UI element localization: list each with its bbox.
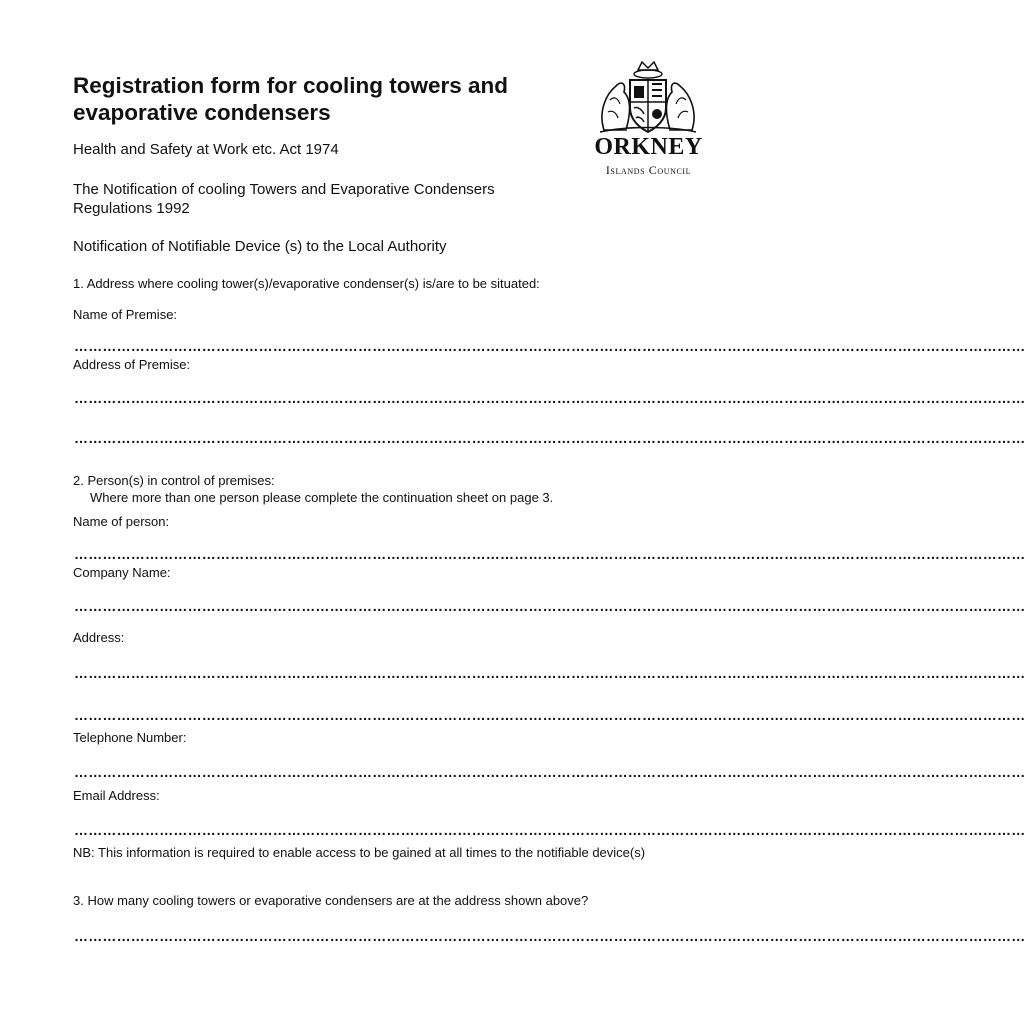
council-logo: [586, 60, 711, 180]
email-field[interactable]: …………………………………………………………………………………………………………………………………………………………………………………: [74, 822, 1025, 838]
email-label: Email Address:: [73, 788, 160, 803]
premise-address-label: Address of Premise:: [73, 357, 191, 372]
device-count-field[interactable]: …………………………………………………………………………………………………………………………………………………………………………………: [74, 928, 1025, 944]
person-address-label: Address:: [73, 630, 125, 645]
premise-name-field[interactable]: …………………………………………………………………………………………………………………………………………………………………………………: [74, 338, 1025, 354]
person-name-field[interactable]: …………………………………………………………………………………………………………………………………………………………………………………: [74, 546, 1025, 562]
company-name-label: Company Name:: [73, 565, 171, 580]
telephone-field[interactable]: …………………………………………………………………………………………………………………………………………………………………………………: [74, 764, 1025, 780]
company-name-field[interactable]: …………………………………………………………………………………………………………………………………………………………………………………: [74, 598, 1025, 614]
coat-of-arms-icon: [586, 60, 711, 136]
telephone-label: Telephone Number:: [73, 730, 187, 745]
nb-note: NB: This information is required to enable access to be gained at all times to the notifiable device(s): [73, 845, 646, 860]
person-name-label: Name of person:: [73, 514, 170, 529]
regulations-line: The Notification of cooling Towers and Evaporative Condensers Regulations 1992: [73, 181, 495, 217]
premise-address-field-1[interactable]: …………………………………………………………………………………………………………………………………………………………………………………: [74, 390, 1025, 406]
premise-address-field-2[interactable]: …………………………………………………………………………………………………………………………………………………………………………………: [74, 430, 1025, 446]
section-3-heading: 3. How many cooling towers or evaporative condensers are at the address shown above?: [73, 893, 589, 908]
logo-subtitle: Islands Council: [605, 163, 692, 177]
section-1-heading: 1. Address where cooling tower(s)/evaporative condenser(s) is/are to be situated:: [73, 276, 540, 291]
page-title: Registration form for cooling towers and evaporative condensers: [73, 73, 509, 125]
act-line: Health and Safety at Work etc. Act 1974: [73, 141, 339, 158]
notification-line: Notification of Notifiable Device (s) to the Local Authority: [73, 238, 447, 255]
person-address-field-1[interactable]: …………………………………………………………………………………………………………………………………………………………………………………: [74, 665, 1025, 681]
section-2-note: Where more than one person please complete the continuation sheet on page 3.: [90, 490, 554, 505]
section-2-heading: 2. Person(s) in control of premises:: [73, 473, 275, 488]
premise-name-label: Name of Premise:: [73, 307, 178, 322]
person-address-field-2[interactable]: …………………………………………………………………………………………………………………………………………………………………………………: [74, 707, 1025, 723]
logo-name: ORKNEY: [594, 134, 703, 160]
